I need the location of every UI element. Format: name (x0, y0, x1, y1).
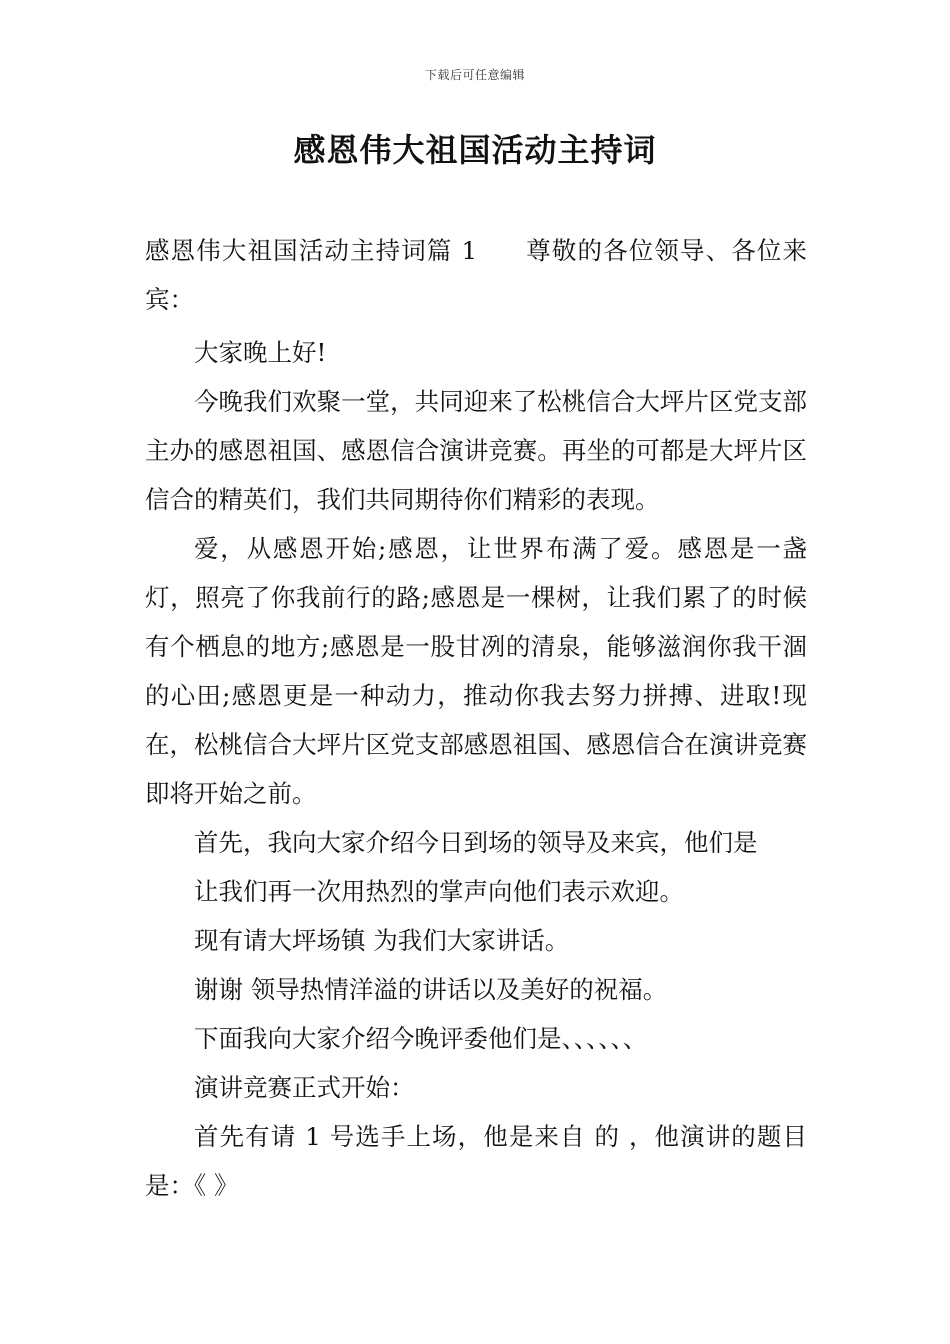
paragraph: 下面我向大家介绍今晚评委他们是、、、、、、 (194, 1024, 648, 1053)
section-heading: 感恩伟大祖国活动主持词篇 1 (145, 236, 478, 265)
paragraph: 大家晚上好! (194, 338, 327, 367)
paragraph: 演讲竞赛正式开始： (194, 1073, 415, 1102)
paragraph: 首先，我向大家介绍今日到场的领导及来宾，他们是 (194, 828, 758, 857)
paragraph: 现有请大坪场镇 为我们大家讲话。 (194, 926, 570, 955)
header-note: 下载后可任意编辑 (424, 68, 525, 82)
paragraph: 今晚我们欢聚一堂，共同迎来了松桃信合大坪片区党支部主办的感恩祖国、感恩信合演讲竞赛。再坐的可都是大坪片区信合的精英们，我们共同期待你们精彩的表现。 (145, 387, 807, 514)
paragraph: 谢谢 领导热情洋溢的讲话以及美好的祝福。 (194, 975, 668, 1004)
paragraph: 让我们再一次用热烈的掌声向他们表示欢迎。 (194, 877, 684, 906)
paragraph: 爱，从感恩开始;感恩，让世界布满了爱。感恩是一盏灯，照亮了你我前行的路;感恩是一棵树，让我们累了的时候有个栖息的地方;感恩是一股甘冽的清泉，能够滋润你我干涸的心田;感恩更是一种动力，推动你我去努力拼搏、进取!现在，松桃信合大坪片区党支部感恩祖国、感恩信合在演讲竞赛即将开始之前。 (145, 534, 807, 808)
paragraph-opening (145, 226, 807, 324)
document-title: 感恩伟大祖国活动主持词 (293, 131, 657, 169)
salutation: 尊敬的各位领导、各位来宾： (145, 236, 808, 314)
paragraph: 首先有请 1 号选手上场，他是来自 的 ，他演讲的题目是：《 》 (145, 1122, 807, 1200)
document-body (145, 226, 807, 1210)
